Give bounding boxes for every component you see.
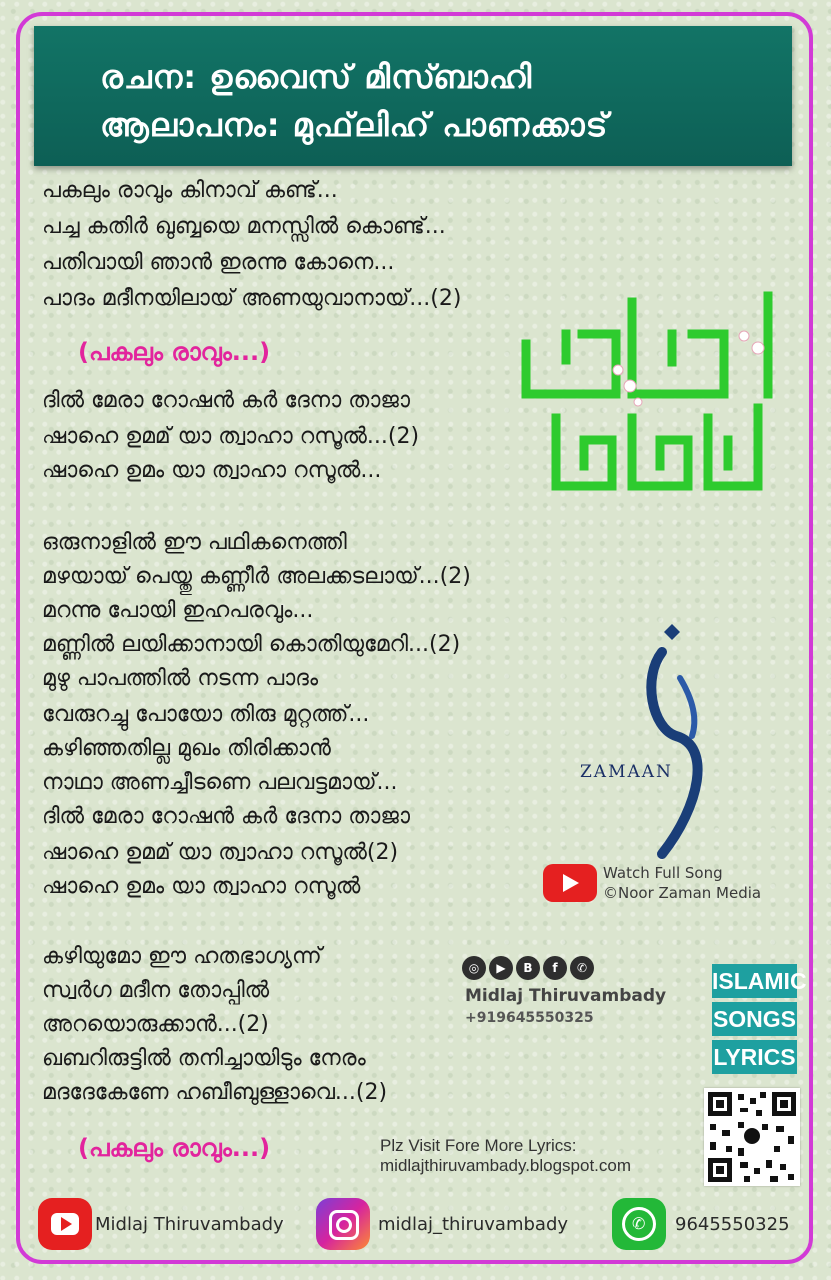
zamaan-logo	[572, 618, 732, 860]
lyric-line: ഒരുനാളിൽ ഈ പഥികനെത്തി	[42, 530, 347, 555]
lyric-line: ഷാഹെ ഉമമ് യാ ത്വാഹാ റസൂൽ(2)	[42, 840, 399, 865]
lyric-line: മണ്ണിൽ ലയിക്കാനായി കൊതിയുമേറി...(2)	[42, 632, 461, 657]
youtube-icon[interactable]	[543, 864, 597, 902]
whatsapp-icon[interactable]: ✆	[612, 1198, 666, 1250]
lyric-line: പാദം മദീനയിലായ് അണയുവാനായ്...(2)	[42, 286, 462, 311]
social-icons-row	[462, 956, 594, 980]
refrain-label: (പകലും രാവും...)	[78, 338, 271, 366]
facebook-icon[interactable]: f	[543, 956, 567, 980]
qr-code[interactable]	[704, 1088, 800, 1186]
lyric-line: മഴയായ് പെയ്തു കണ്ണീർ അലക്കടലായ്...(2)	[42, 564, 471, 589]
lyric-line: വേരുറച്ചു പോയോ തിരു മുറ്റത്ത്...	[42, 702, 370, 727]
watch-full-song-label: Watch Full Song	[603, 864, 723, 882]
media-credit: ©Noor Zaman Media	[603, 884, 762, 902]
islamic-label: ISLAMIC	[712, 964, 797, 998]
lyric-line: മറന്നു പോയി ഇഹപരവും...	[42, 598, 314, 623]
youtube-icon[interactable]: ▶	[489, 956, 513, 980]
lyric-line: കഴിയുമോ ഈ ഹതഭാഗ്യന്ന്	[42, 944, 322, 969]
lyric-line: ഷാഹെ ഉമം യാ ത്വാഹാ റസൂൽ...	[42, 458, 382, 483]
instagram-icon[interactable]: ◎	[462, 956, 486, 980]
footer-youtube-channel[interactable]: Midlaj Thiruvambady	[95, 1214, 284, 1235]
visit-label: Plz Visit Fore More Lyrics:	[380, 1136, 577, 1155]
whatsapp-icon[interactable]: ✆	[570, 956, 594, 980]
lyric-line: അറയൊരുക്കാൻ...(2)	[42, 1012, 269, 1037]
lyric-line: ദിൽ മേരാ റോഷൻ കർ ദേനാ താജാ	[42, 388, 410, 413]
lyric-line: മുഴു പാപത്തിൽ നടന്ന പാദം	[42, 666, 319, 691]
lyrics-label: LYRICS	[712, 1040, 797, 1074]
lyric-line: സ്വർഗ മദീന തോപ്പിൽ	[42, 978, 270, 1003]
lyric-line: പച്ച കതിർ ഖുബ്ബയെ മനസ്സിൽ കൊണ്ട്...	[42, 214, 446, 239]
lyric-line: ഷാഹെ ഉമം യാ ത്വാഹാ റസൂൽ	[42, 874, 361, 899]
lyric-line: മദദേകേണേ ഹബീബുള്ളാവെ...(2)	[42, 1080, 388, 1105]
footer-whatsapp-number[interactable]: 9645550325	[675, 1214, 790, 1235]
lyric-line: പതിവായി ഞാൻ ഇരന്നു കോനെ...	[42, 250, 395, 275]
lyric-line: കഴിഞ്ഞതില്ല മുഖം തിരിക്കാൻ	[42, 736, 331, 761]
lyric-line: നാഥാ അണച്ചീടണെ പലവട്ടമായ്...	[42, 770, 398, 795]
blog-url[interactable]: midlajthiruvambady.blogspot.com	[380, 1156, 632, 1175]
lyric-line: പകലും രാവും കിനാവ് കണ്ട്...	[42, 178, 338, 203]
lyric-line: ഖബറിരുട്ടിൽ തനിച്ചായിടും നേരം	[42, 1046, 366, 1071]
lyric-line: ഷാഹെ ഉമമ് യാ ത്വാഹാ റസൂൽ...(2)	[42, 424, 420, 449]
pacha-khubba-logo	[512, 290, 784, 512]
credits-header	[34, 26, 792, 166]
blogger-icon[interactable]: B	[516, 956, 540, 980]
author-name: Midlaj Thiruvambady	[465, 986, 667, 1006]
refrain-label: (പകലും രാവും...)	[78, 1134, 271, 1162]
zamaan-wordmark: ZAMAAN	[580, 762, 673, 782]
instagram-icon[interactable]	[316, 1198, 370, 1250]
footer-instagram-handle[interactable]: midlaj_thiruvambady	[378, 1214, 569, 1235]
youtube-icon[interactable]	[38, 1198, 92, 1250]
singer-credit: ആലാപനം: മുഫ്‌ലിഹ് പാണക്കാട്	[100, 106, 609, 144]
songs-label: SONGS	[712, 1002, 797, 1036]
lyric-line: ദിൽ മേരാ റോഷൻ കർ ദേനാ താജാ	[42, 804, 410, 829]
lyricist-credit: രചന: ഉവൈസ് മിസ്ബാഹി	[100, 58, 533, 96]
author-phone: +919645550325	[465, 1010, 594, 1026]
